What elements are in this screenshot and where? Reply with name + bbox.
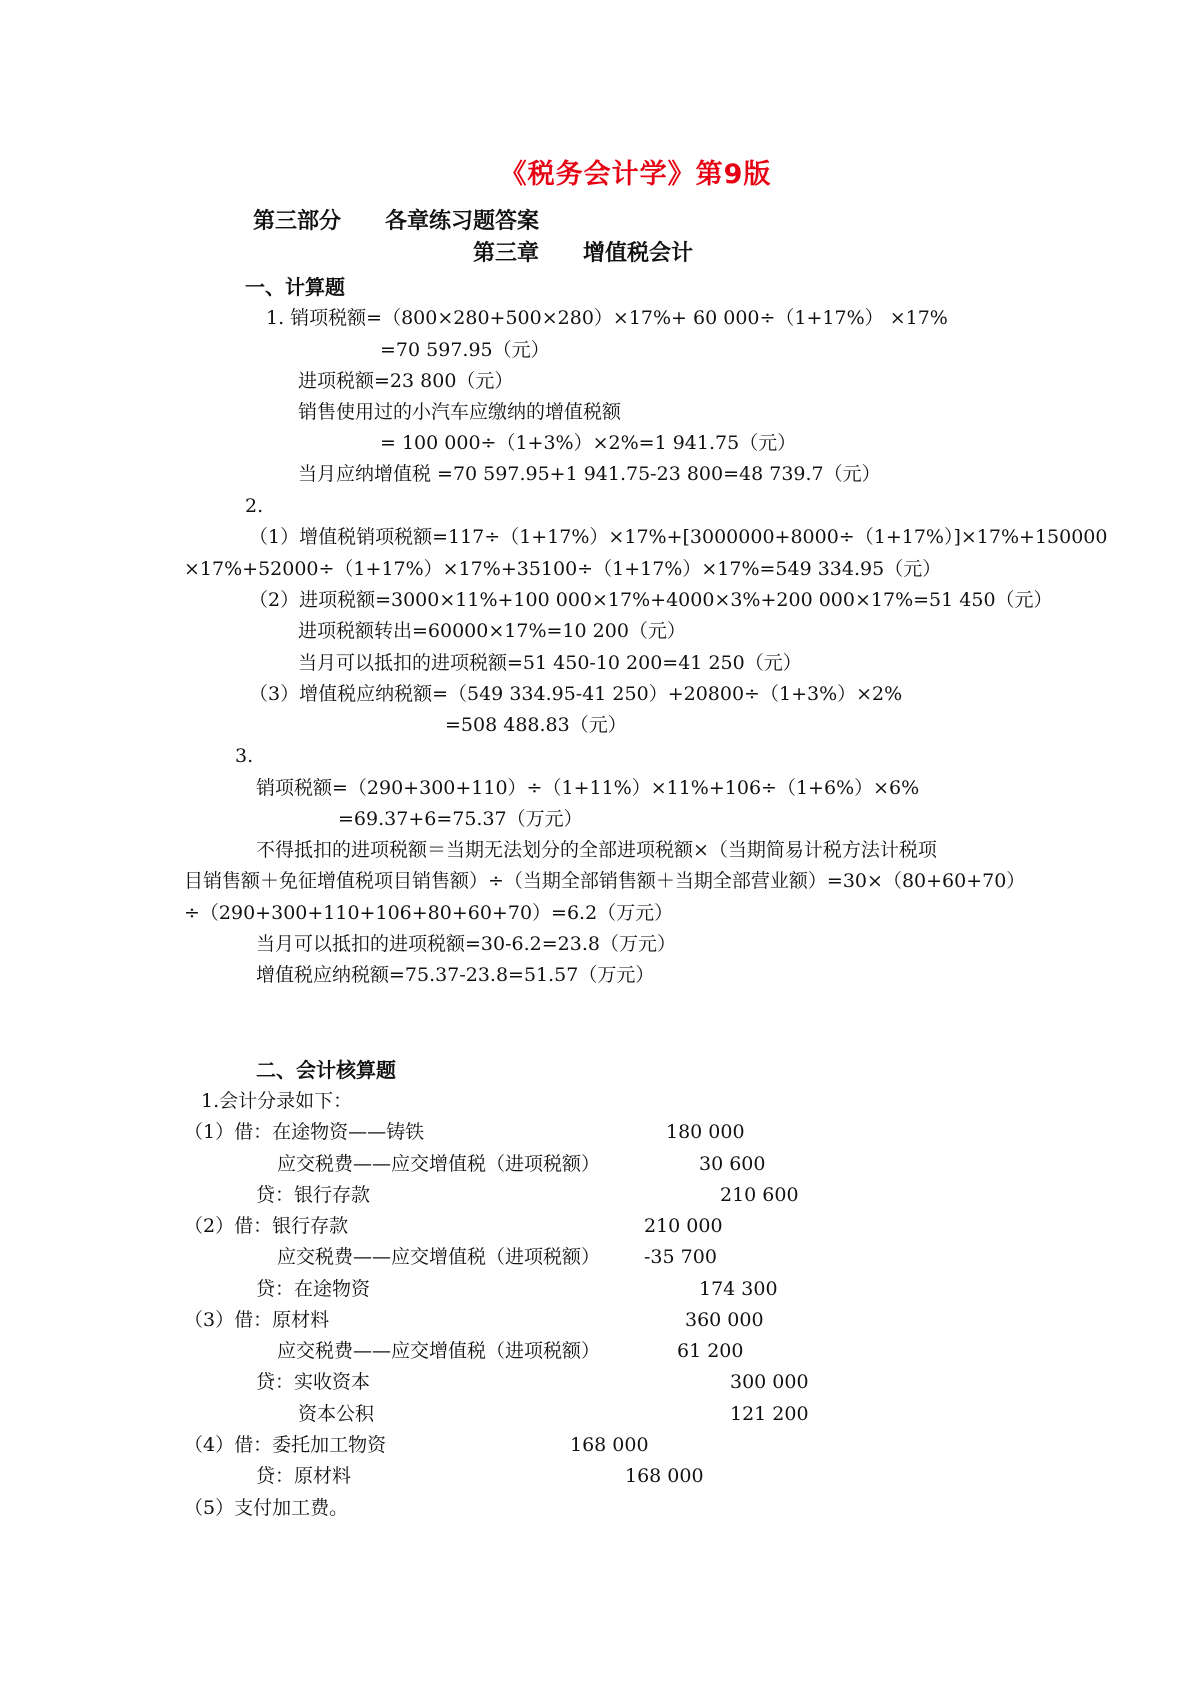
text-line: 增值税应纳税额=75.37-23.8=51.57（万元） bbox=[256, 964, 655, 986]
journal-amount: 210 000 bbox=[644, 1215, 723, 1237]
section-heading-accounting: 二、会计核算题 bbox=[256, 1058, 396, 1082]
journal-entry-line: 贷：在途物资 bbox=[256, 1278, 371, 1300]
journal-entry-line: 贷：银行存款 bbox=[256, 1184, 371, 1206]
journal-amount: 360 000 bbox=[685, 1309, 764, 1331]
journal-amount: 210 600 bbox=[720, 1184, 799, 1206]
text-line: 2. bbox=[245, 495, 264, 517]
text-line: ×17%+52000÷（1+17%）×17%+35100÷（1+17%）×17%=549 334.95（元） bbox=[184, 558, 942, 580]
journal-entry-line: （1）借：在途物资——铸铁 bbox=[184, 1121, 425, 1143]
journal-amount: 300 000 bbox=[730, 1371, 809, 1393]
journal-amount: 174 300 bbox=[699, 1278, 778, 1300]
journal-entry-line: 应交税费——应交增值税（进项税额） bbox=[277, 1246, 601, 1268]
text-line: （3）增值税应纳税额=（549 334.95-41 250）+20800÷（1+3%）×2% bbox=[249, 683, 903, 705]
journal-entry-line: 应交税费——应交增值税（进项税额） bbox=[277, 1340, 601, 1362]
journal-entry-line: 贷：原材料 bbox=[256, 1465, 352, 1487]
text-line: 进项税额=23 800（元） bbox=[298, 370, 514, 392]
text-line: （5）支付加工费。 bbox=[184, 1497, 349, 1519]
text-line: 1.会计分录如下： bbox=[201, 1090, 353, 1112]
document-title: 《税务会计学》第9版 bbox=[499, 159, 772, 190]
journal-amount: 180 000 bbox=[666, 1121, 745, 1143]
text-line: = 100 000÷（1+3%）×2%=1 941.75（元） bbox=[380, 432, 797, 454]
section-heading-calculation: 一、计算题 bbox=[245, 275, 345, 299]
journal-amount: 61 200 bbox=[677, 1340, 744, 1362]
text-line: 当月应纳增值税 =70 597.95+1 941.75-23 800=48 739.7（元） bbox=[298, 463, 881, 485]
text-line: 进项税额转出=60000×17%=10 200（元） bbox=[298, 620, 686, 642]
journal-amount: -35 700 bbox=[644, 1246, 717, 1268]
journal-amount: 168 000 bbox=[570, 1434, 649, 1456]
journal-entry-line: （3）借：原材料 bbox=[184, 1309, 330, 1331]
journal-entry-line: 应交税费——应交增值税（进项税额） bbox=[277, 1153, 601, 1175]
text-line: ÷（290+300+110+106+80+60+70）=6.2（万元） bbox=[184, 902, 674, 924]
text-line: 目销售额＋免征增值税项目销售额）÷（当期全部销售额＋当期全部营业额）=30×（80+60+70） bbox=[184, 870, 1026, 892]
journal-entry-line: 贷：实收资本 bbox=[256, 1371, 371, 1393]
text-line: 3. bbox=[235, 745, 254, 767]
text-line: （2）进项税额=3000×11%+100 000×17%+4000×3%+200 000×17%=51 450（元） bbox=[249, 589, 1053, 611]
text-line: （1）增值税销项税额=117÷（1+17%）×17%+[3000000+8000÷（1+17%）]×17%+150000 bbox=[249, 526, 1108, 548]
text-line: 1. 销项税额=（800×280+500×280）×17%+ 60 000÷（1+17%） ×17% bbox=[266, 307, 948, 329]
text-line: 销项税额=（290+300+110）÷（1+11%）×11%+106÷（1+6%）×6% bbox=[256, 777, 920, 799]
text-line: =69.37+6=75.37（万元） bbox=[338, 808, 583, 830]
text-line: 当月可以抵扣的进项税额=51 450-10 200=41 250（元） bbox=[298, 652, 802, 674]
journal-entry-line: （2）借：银行存款 bbox=[184, 1215, 349, 1237]
journal-amount: 30 600 bbox=[699, 1153, 766, 1175]
chapter-heading: 第三章 增值税会计 bbox=[473, 241, 694, 266]
text-line: 不得抵扣的进项税额＝当期无法划分的全部进项税额×（当期简易计税方法计税项 bbox=[256, 839, 937, 861]
part-heading: 第三部分 各章练习题答案 bbox=[253, 209, 540, 234]
text-line: =508 488.83（元） bbox=[445, 714, 627, 736]
journal-amount: 121 200 bbox=[730, 1403, 809, 1425]
text-line: 当月可以抵扣的进项税额=30-6.2=23.8（万元） bbox=[256, 933, 676, 955]
journal-entry-line: （4）借：委托加工物资 bbox=[184, 1434, 387, 1456]
journal-entry-line: 资本公积 bbox=[298, 1403, 375, 1425]
journal-amount: 168 000 bbox=[625, 1465, 704, 1487]
text-line: =70 597.95（元） bbox=[380, 339, 550, 361]
text-line: 销售使用过的小汽车应缴纳的增值税额 bbox=[298, 401, 622, 423]
